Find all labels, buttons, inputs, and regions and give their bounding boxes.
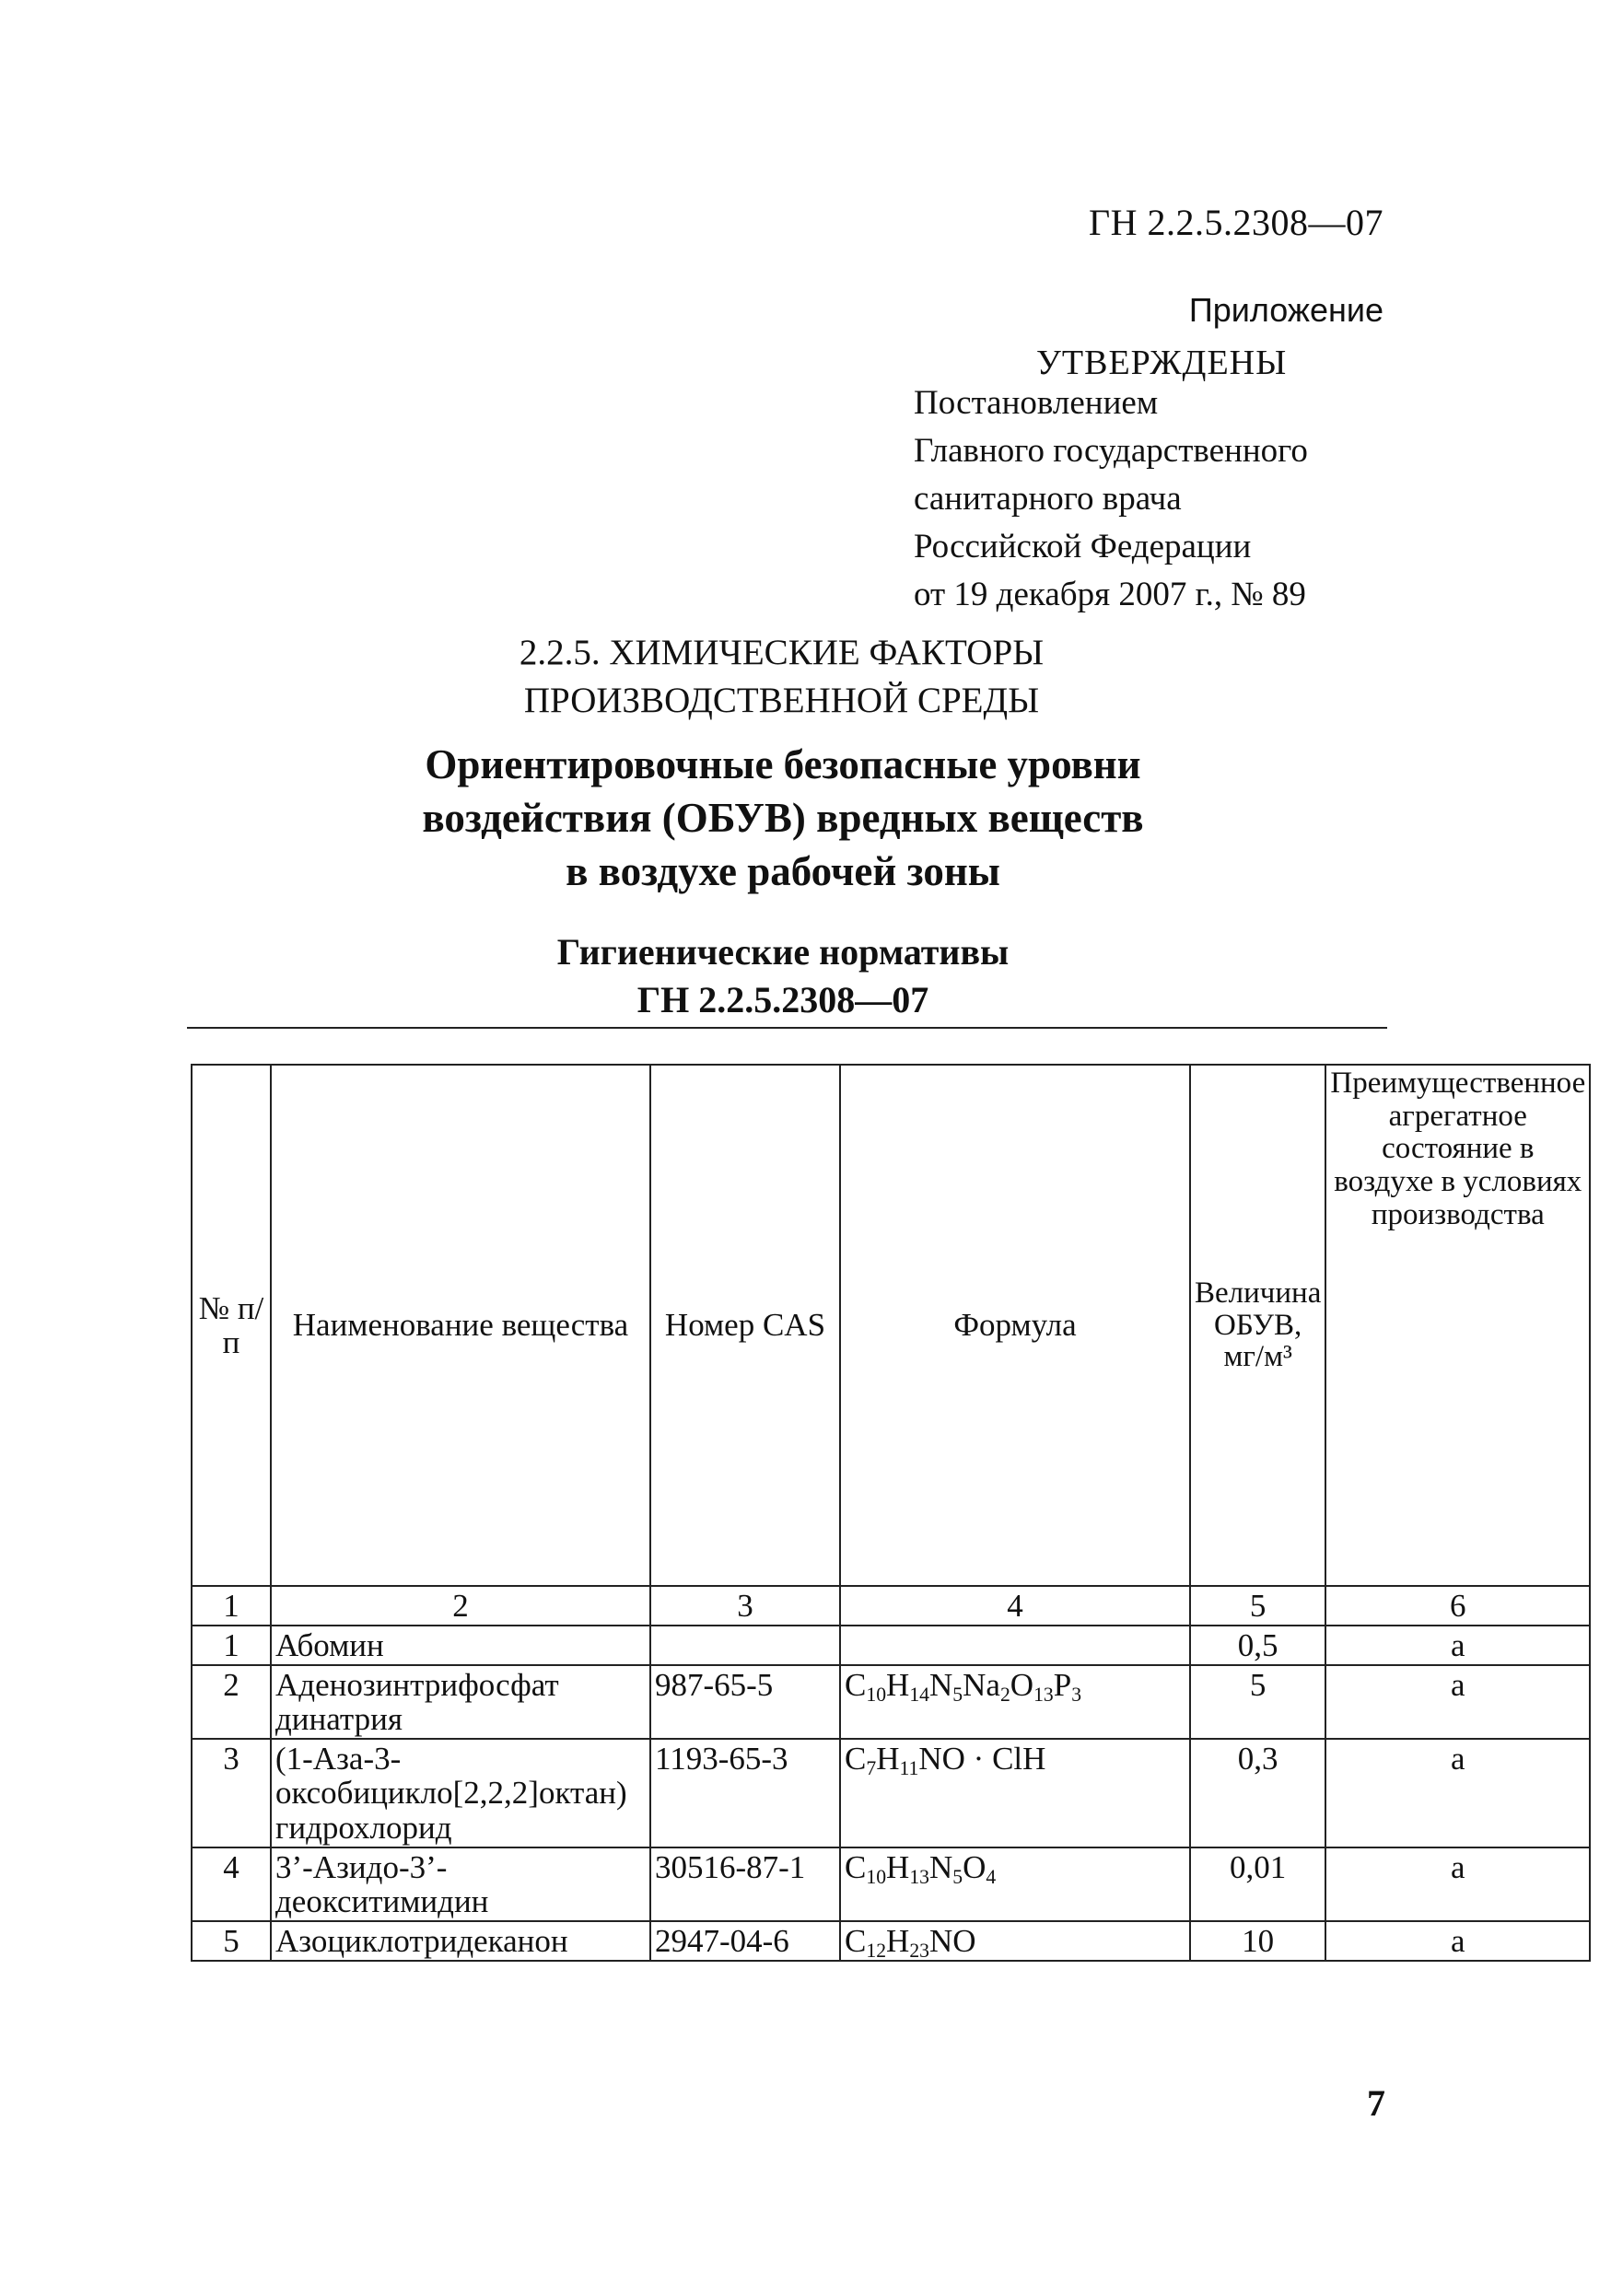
row-number: 4: [192, 1847, 271, 1921]
aggregate-state: а: [1325, 1847, 1590, 1921]
column-number: 1: [192, 1586, 271, 1626]
formula-symbol: N: [929, 1848, 953, 1885]
obuv-value: 10: [1190, 1921, 1325, 1961]
formula-subscript: 12: [866, 1939, 887, 1962]
row-number: 2: [192, 1665, 271, 1739]
table-row: [192, 1739, 1590, 1847]
cas-number: 987-65-5: [650, 1665, 840, 1739]
document-title: [0, 738, 1566, 898]
column-number: 4: [840, 1586, 1190, 1626]
section-line: ПРОИЗВОДСТВЕННОЙ СРЕДЫ: [523, 681, 1040, 720]
resolution-line: от 19 декабря 2007 г., № 89: [914, 576, 1306, 613]
row-number: 5: [192, 1921, 271, 1961]
table-header-row: [192, 1065, 1590, 1586]
formula-subscript: 4: [986, 1865, 997, 1888]
row-number: 1: [192, 1626, 271, 1665]
aggregate-state: а: [1325, 1626, 1590, 1665]
row-number: 3: [192, 1739, 271, 1847]
cas-number: 30516-87-1: [650, 1847, 840, 1921]
header-num: № п/п: [192, 1065, 271, 1586]
formula-subscript: 5: [952, 1684, 963, 1707]
resolution-line: санитарного врача: [914, 480, 1182, 518]
formula-subscript: 3: [1071, 1684, 1082, 1707]
table-row: [192, 1626, 1590, 1665]
header-obuv: Величина ОБУВ, мг/м³: [1190, 1065, 1325, 1586]
formula-symbol: C: [845, 1741, 867, 1777]
column-number: 6: [1325, 1586, 1590, 1626]
formula: [840, 1665, 1190, 1739]
obuv-value: 0,3: [1190, 1739, 1325, 1847]
cas-number: 1193-65-3: [650, 1739, 840, 1847]
formula-symbol: C: [845, 1848, 867, 1885]
formula-subscript: 7: [866, 1757, 877, 1780]
substances-table: [191, 1064, 1591, 1962]
formula-subscript: 13: [1033, 1684, 1054, 1707]
formula-symbol: P: [1053, 1667, 1072, 1704]
resolution-line: Постановлением: [914, 384, 1159, 422]
obuv-value: 0,01: [1190, 1847, 1325, 1921]
formula-subscript: 23: [909, 1939, 930, 1962]
page-number: 7: [1367, 2082, 1385, 2124]
formula-subscript: 10: [866, 1865, 887, 1888]
cas-number: [650, 1626, 840, 1665]
aggregate-state: а: [1325, 1665, 1590, 1739]
formula-subscript: 5: [952, 1865, 963, 1888]
title-divider: [187, 1027, 1387, 1029]
formula-subscript: 10: [866, 1684, 887, 1707]
resolution-line: Российской Федерации: [914, 528, 1252, 565]
formula-symbol: C: [845, 1667, 867, 1704]
section-line: 2.2.5. ХИМИЧЕСКИЕ ФАКТОРЫ: [519, 633, 1045, 672]
formula: [840, 1847, 1190, 1921]
formula-symbol: H: [876, 1741, 900, 1777]
formula-subscript: 13: [909, 1865, 930, 1888]
resolution-block: [914, 379, 1308, 619]
section-heading: [0, 629, 1566, 725]
formula: [840, 1626, 1190, 1665]
formula-subscript: 14: [909, 1684, 930, 1707]
resolution-line: Главного государственного: [914, 432, 1308, 470]
substance-name: Аденозинтрифосфат динатрия: [271, 1665, 650, 1739]
table-row: [192, 1847, 1590, 1921]
formula-subscript: 2: [999, 1684, 1010, 1707]
column-number: 2: [271, 1586, 650, 1626]
formula-symbol: H: [886, 1848, 910, 1885]
title-line: Ориентировочные безопасные уровни: [425, 741, 1141, 787]
formula-symbol: H: [886, 1667, 910, 1704]
formula-symbol: NO · ClH: [918, 1741, 1046, 1777]
substance-name: (1-Аза-3-оксобицикло[2,2,2]октан) гидрохлорид: [271, 1739, 650, 1847]
document-subtitle: [0, 928, 1566, 1024]
formula-subscript: 11: [899, 1757, 919, 1780]
cas-number: 2947-04-6: [650, 1921, 840, 1961]
column-number-row: [192, 1586, 1590, 1626]
formula: [840, 1921, 1190, 1961]
substance-name: Абомин: [271, 1626, 650, 1665]
obuv-value: 0,5: [1190, 1626, 1325, 1665]
aggregate-state: а: [1325, 1921, 1590, 1961]
header-name: Наименование вещества: [271, 1065, 650, 1586]
table-row: [192, 1921, 1590, 1961]
aggregate-state: а: [1325, 1739, 1590, 1847]
header-formula: Формула: [840, 1065, 1190, 1586]
formula-symbol: N: [929, 1667, 953, 1704]
formula-symbol: Na: [963, 1667, 1000, 1704]
title-line: воздействия (ОБУВ) вредных веществ: [422, 795, 1144, 841]
formula: [840, 1739, 1190, 1847]
formula-symbol: H: [886, 1922, 910, 1959]
title-line: в воздухе рабочей зоны: [566, 848, 1000, 894]
approved-label: УТВЕРЖДЕНЫ: [1036, 344, 1288, 382]
document-code: ГН 2.2.5.2308—07: [1088, 202, 1383, 243]
table-row: [192, 1665, 1590, 1739]
substance-name: 3’-Азидо-3’-деокситимидин: [271, 1847, 650, 1921]
header-state: Преимущественное агрегатное состояние в воздухе в условиях производства: [1325, 1065, 1590, 1586]
subtitle-line: ГН 2.2.5.2308—07: [636, 979, 929, 1020]
appendix-label: Приложение: [1188, 291, 1383, 329]
substance-name: Азоциклотридеканон: [271, 1921, 650, 1961]
formula-symbol: NO: [929, 1922, 976, 1959]
formula-symbol: C: [845, 1922, 867, 1959]
header-cas: Номер CAS: [650, 1065, 840, 1586]
column-number: 5: [1190, 1586, 1325, 1626]
obuv-value: 5: [1190, 1665, 1325, 1739]
formula-symbol: O: [1010, 1667, 1034, 1704]
column-number: 3: [650, 1586, 840, 1626]
formula-symbol: O: [963, 1848, 986, 1885]
subtitle-line: Гигиенические нормативы: [556, 931, 1010, 973]
